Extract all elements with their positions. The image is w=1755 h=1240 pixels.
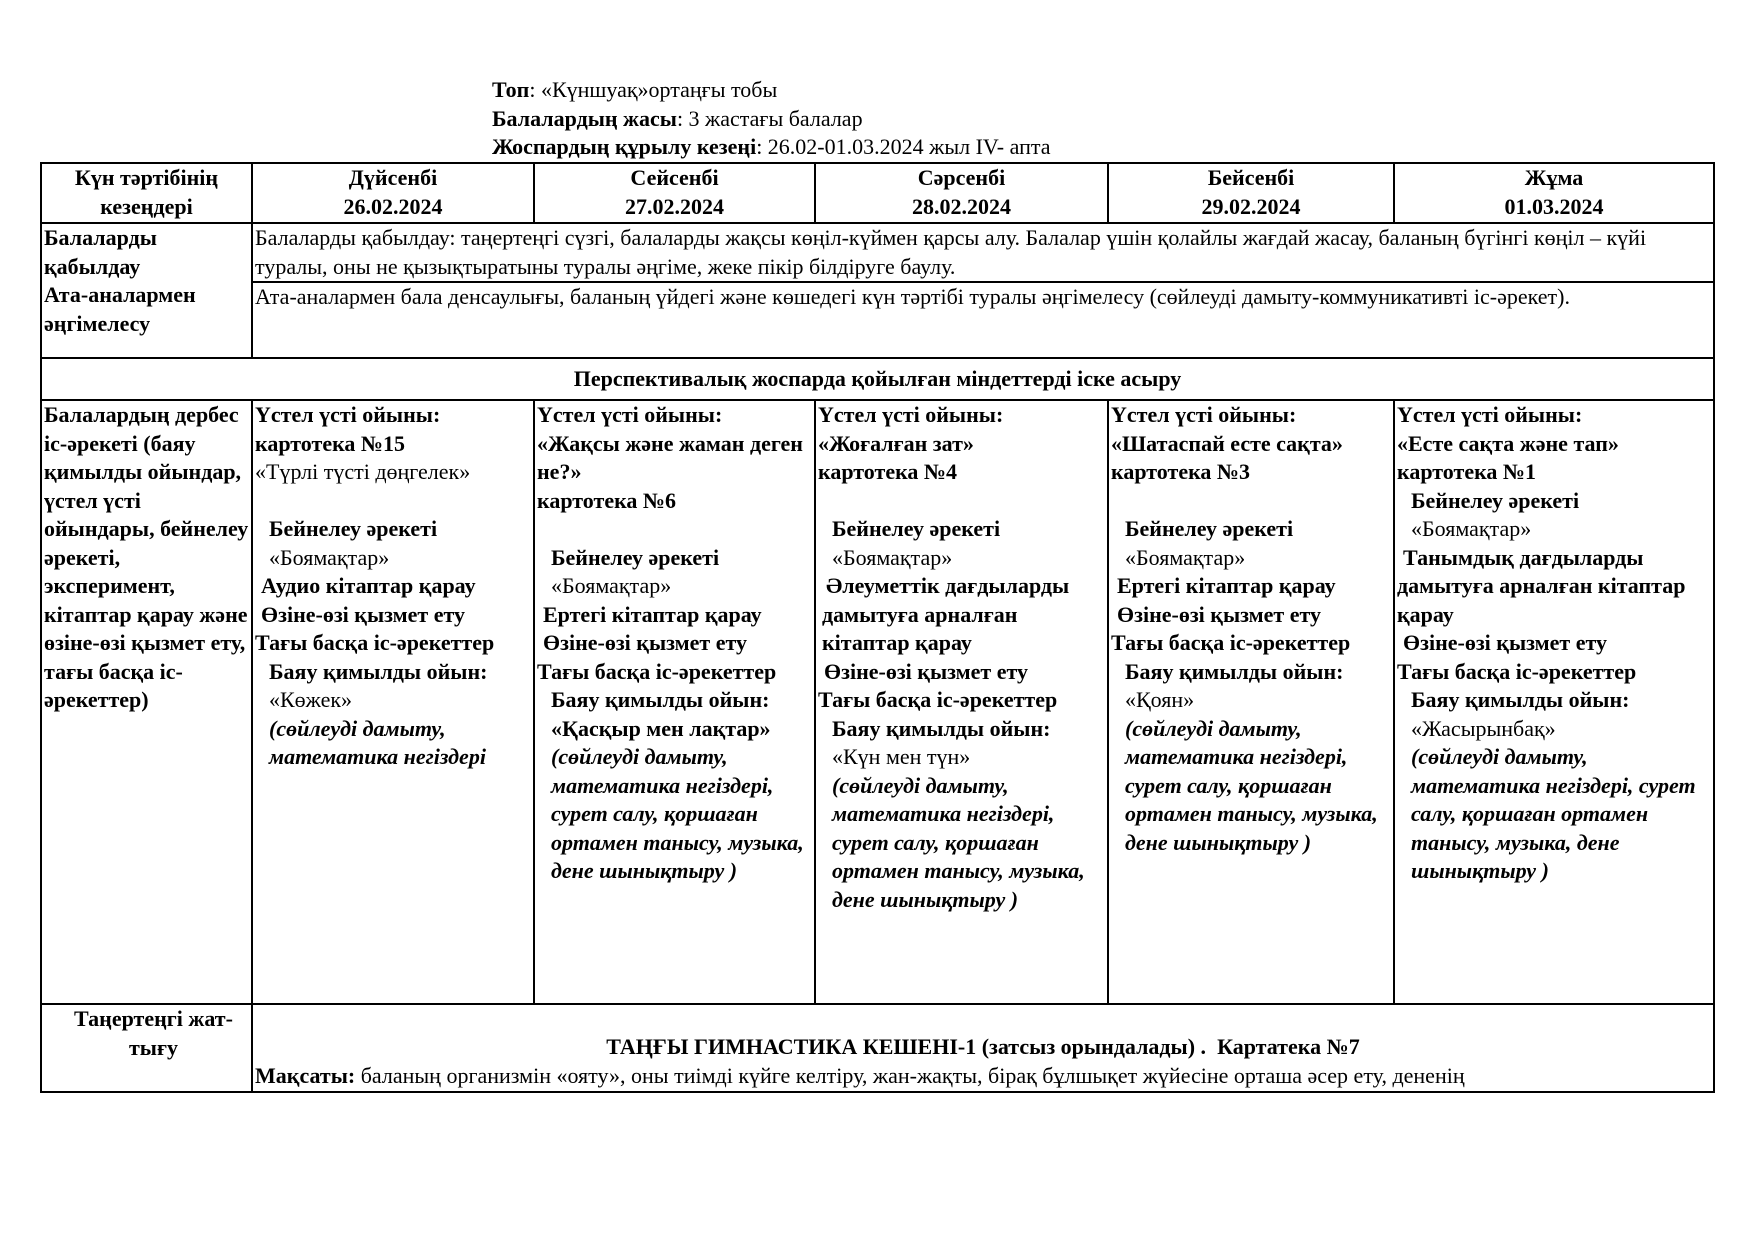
slow-game-label: Баяу қимылды ойын: (1411, 687, 1630, 712)
period-line (492, 133, 1051, 162)
day-date: 27.02.2024 (625, 193, 724, 219)
perspective-title-cell (41, 358, 1714, 400)
reception-row (41, 223, 1714, 282)
day-header-friday (1394, 163, 1714, 223)
tabletop-game-label: Үстел үсті ойыны: (1111, 402, 1297, 427)
card-number: картотека №6 (537, 487, 677, 513)
card-number: картотека №15 (255, 430, 406, 456)
weekly-plan-table (40, 162, 1715, 1093)
art-activity-label: Бейнелеу әрекеті (551, 544, 720, 570)
period-header-line2: кезеңдері (100, 193, 193, 219)
art-activity-label: Бейнелеу әрекеті (832, 516, 1001, 541)
slow-game-label: Баяу қимылды ойын: (269, 658, 488, 684)
day-name: Жұма (1524, 165, 1584, 190)
parents-text: Ата-аналармен бала денсаулығы, баланың үйдегі және көшедегі күн тәртібі туралы әңгімелесу (сөйлеуді дамыту-коммуникативті іс-әрекет). (255, 284, 1570, 309)
development-areas: (сөйлеуді дамыту, математика негіздері, сурет салу, қоршаған ортамен танысу, музыка, дене шынықтыру ) (1125, 715, 1378, 855)
card-number: картотека №3 (1111, 459, 1251, 484)
slow-game-title: «Көжек» (269, 687, 353, 712)
slow-game-title: «Қасқыр мен лақтар» (551, 715, 771, 741)
reception-text: Балаларды қабылдау: таңертеңгі сүзгі, балаларды жақсы көңіл-күймен қарсы алу. Балалар үшін қолайлы жағдай жасау, баланың бүгінгі көңіл – күйі туралы, оны не қызықтыратыны туралы әңгіме, жеке пікір білдіруге баулу. (255, 225, 1647, 279)
period-column-header (41, 163, 252, 223)
monday-activities (252, 400, 534, 1004)
period-label: Жоспардың құрылу кезеңі (492, 134, 757, 159)
table-header-row (41, 163, 1714, 223)
other-activities: Тағы басқа іс-әрекеттер (1397, 658, 1637, 684)
parents-text-cell (252, 282, 1714, 358)
day-date: 28.02.2024 (912, 193, 1011, 219)
day-date: 29.02.2024 (1201, 193, 1301, 219)
game-title: «Шатаспай есте сақта» (1111, 430, 1343, 456)
art-activity-title: «Боямақтар» (832, 544, 953, 570)
age-label: Балалардың жасы (492, 105, 677, 131)
reception-label-cell (41, 223, 252, 358)
day-header-tuesday (534, 163, 815, 223)
independent-activity-row (41, 400, 1714, 1004)
art-activity-title: «Боямақтар» (1125, 544, 1246, 570)
other-activities: Тағы басқа іс-әрекеттер (818, 687, 1058, 712)
group-label: Топ (492, 77, 530, 102)
game-title: «Жоғалған зат» (818, 430, 974, 456)
exercise-label-cell (41, 1004, 252, 1092)
exercise-heading (255, 1033, 1711, 1062)
day-header-wednesday (815, 163, 1108, 223)
day-name: Дүйсенбі (348, 165, 438, 190)
art-activity-title: «Боямақтар» (551, 573, 672, 598)
goal-text: баланың организмін «ояту», оны тиімді күйге келтіру, жан-жақты, бірақ бұлшықет жүйесіне орташа әсер ету, дененің (355, 1062, 1465, 1088)
game-title: «Жақсы және жаман деген не?» (537, 430, 803, 484)
game-title: «Түрлі түсті дөңгелек» (255, 459, 471, 484)
group-value: : «Күншуақ»ортаңғы тобы (529, 77, 778, 102)
age-value: : 3 жастағы балалар (676, 105, 863, 131)
slow-game-label: Баяу қимылды ойын: (1125, 658, 1344, 684)
independent-label-cell (41, 400, 252, 1004)
self-service: Өзіне-өзі қызмет ету (824, 658, 1029, 684)
book-activity: Әлеуметтік дағдыларды дамытуға арналған кітаптар қарау (822, 573, 1070, 655)
development-areas: (сөйлеуді дамыту, математика негіздері, сурет салу, қоршаған ортамен танысу, музыка, дене шынықтыру ) (551, 744, 804, 883)
perspective-row (41, 358, 1714, 400)
day-date: 01.03.2024 (1504, 193, 1604, 219)
book-activity: Ертегі кітаптар қарау (543, 601, 762, 627)
period-header-line1: Күн тәртібінің (74, 165, 219, 190)
group-line (492, 76, 1051, 105)
wednesday-activities (815, 400, 1108, 1004)
day-header-monday (252, 163, 534, 223)
book-activity: Ертегі кітаптар қарау (1117, 573, 1336, 598)
tabletop-game-label: Үстел үсті ойыны: (818, 402, 1004, 427)
day-header-thursday (1108, 163, 1394, 223)
book-activity: Аудио кітаптар қарау (261, 573, 476, 598)
self-service: Өзіне-өзі қызмет ету (1403, 630, 1608, 655)
exercise-card: Картатека №7 (1217, 1034, 1360, 1059)
exercise-goal (255, 1062, 1711, 1091)
art-activity-label: Бейнелеу әрекеті (269, 516, 438, 541)
parents-label: Ата-аналармен әңгімелесу (44, 282, 196, 336)
self-service: Өзіне-өзі қызмет ету (261, 601, 466, 627)
goal-label: Мақсаты: (255, 1062, 356, 1088)
slow-game-title: «Қоян» (1125, 687, 1195, 712)
art-activity-label: Бейнелеу әрекеті (1125, 516, 1294, 541)
other-activities: Тағы басқа іс-әрекеттер (537, 658, 777, 684)
age-line (492, 105, 1051, 134)
tabletop-game-label: Үстел үсті ойыны: (537, 402, 723, 427)
self-service: Өзіне-өзі қызмет ету (543, 630, 748, 655)
art-activity-title: «Боямақтар» (1411, 516, 1532, 541)
day-name: Сәрсенбі (917, 165, 1006, 190)
day-name: Бейсенбі (1207, 165, 1295, 190)
exercise-title: ТАҢҒЫ ГИМНАСТИКА КЕШЕНІ-1 (затсыз орындалады) . (606, 1034, 1207, 1059)
game-title: «Есте сақта және тап» (1397, 430, 1619, 456)
document-header (492, 76, 1051, 162)
development-areas: (сөйлеуді дамыту, математика негіздері, сурет салу, қоршаған ортамен танысу, музыка, дене шынықтыру ) (832, 772, 1085, 912)
exercise-content-cell (252, 1004, 1714, 1092)
perspective-title: Перспективалық жоспарда қойылған міндеттерді іске асыру (573, 365, 1182, 391)
exercise-label: Таңертеңгі жат-тығу (74, 1006, 233, 1060)
reception-label: Балаларды қабылдау (44, 225, 157, 279)
card-number: картотека №4 (818, 459, 958, 484)
morning-exercise-row (41, 1004, 1714, 1092)
reception-text-cell (252, 223, 1714, 282)
other-activities: Тағы басқа іс-әрекеттер (1111, 630, 1351, 655)
independent-label: Балалардың дербес іс-әрекеті (баяу қимылды ойындар, үстел үсті ойындары, бейнелеу әрекеті, эксперимент, кітаптар қарау және өзіне-өзі қызмет ету, тағы басқа іс-әрекеттер) (44, 402, 249, 712)
thursday-activities (1108, 400, 1394, 1004)
friday-activities (1394, 400, 1714, 1004)
development-areas: (сөйлеуді дамыту, математика негіздері (269, 715, 486, 769)
self-service: Өзіне-өзі қызмет ету (1117, 601, 1322, 627)
slow-game-title: «Күн мен түн» (832, 744, 971, 769)
tuesday-activities (534, 400, 815, 1004)
other-activities: Тағы басқа іс-әрекеттер (255, 630, 495, 655)
slow-game-label: Баяу қимылды ойын: (832, 715, 1051, 741)
period-value: : 26.02-01.03.2024 жыл IV- апта (756, 134, 1051, 159)
tabletop-game-label: Үстел үсті ойыны: (255, 402, 441, 427)
slow-game-label: Баяу қимылды ойын: (551, 687, 770, 712)
slow-game-title: «Жасырынбақ» (1411, 715, 1556, 741)
day-date: 26.02.2024 (343, 193, 443, 219)
day-name: Сейсенбі (630, 165, 719, 190)
development-areas: (сөйлеуді дамыту, математика негіздері, сурет салу, қоршаған ортамен танысу, музыка, дене шынықтыру ) (1411, 744, 1696, 883)
art-activity-title: «Боямақтар» (269, 544, 390, 570)
card-number: картотека №1 (1397, 459, 1537, 484)
book-activity: Танымдық дағдыларды дамытуға арналған кітаптар қарау (1397, 544, 1686, 627)
tabletop-game-label: Үстел үсті ойыны: (1397, 402, 1583, 427)
art-activity-label: Бейнелеу әрекеті (1411, 487, 1580, 513)
parents-row (41, 282, 1714, 358)
